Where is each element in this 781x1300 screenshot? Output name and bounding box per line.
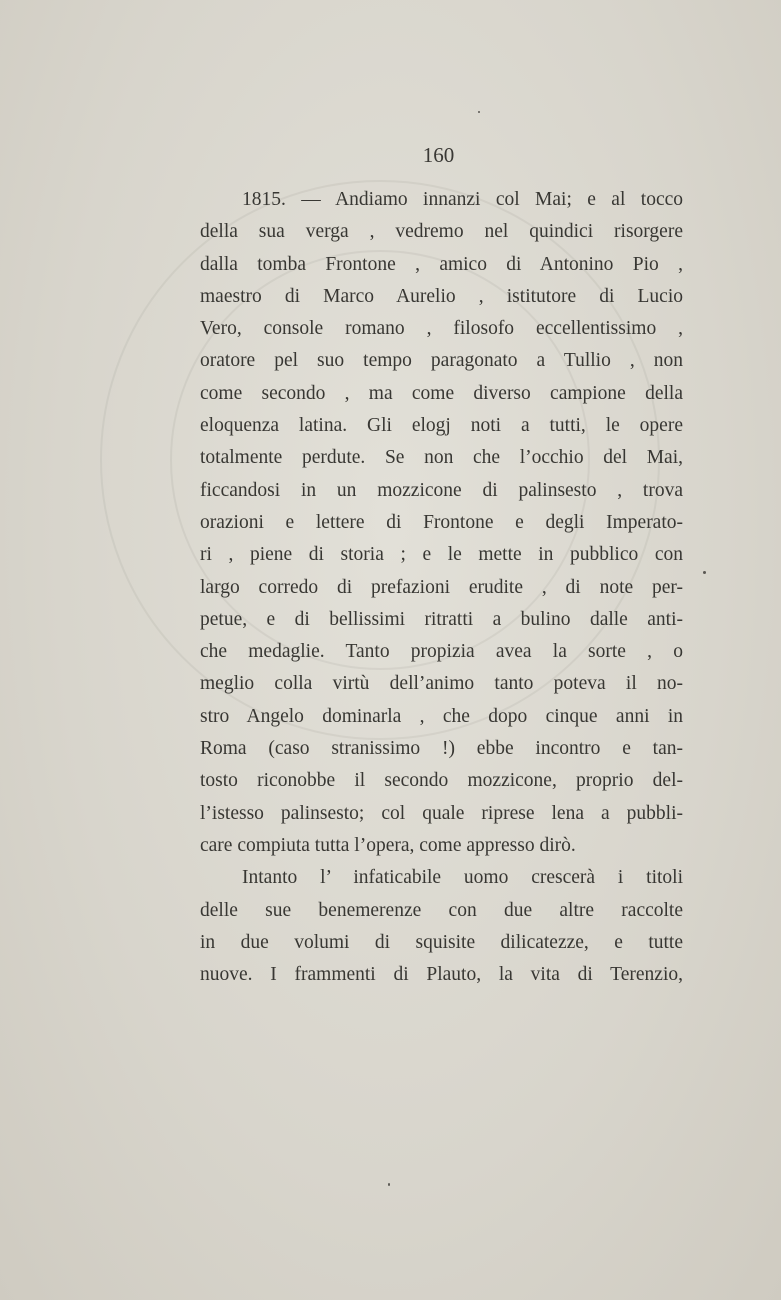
paragraph (200, 184, 683, 862)
text-line: ficcandosi in un mozzicone di palinsesto , trova (200, 479, 683, 501)
page-number: 160 (422, 143, 455, 167)
text-line: totalmente perdute. Se non che l’occhio del Mai, (200, 447, 683, 469)
text-line: l’istesso palinsesto; col quale riprese lena a pubbli- (200, 802, 683, 824)
text-line: orazioni e lettere di Frontone e degli Imperato- (200, 511, 683, 533)
text-line: nuove. I frammenti di Plauto, la vita di Terenzio, (200, 964, 683, 986)
text-line: maestro di Marco Aurelio , istitutore di Lucio (200, 285, 683, 307)
text-line: Vero, console romano , filosofo eccellentissimo , (200, 318, 683, 340)
text-line: come secondo , ma come diverso campione della (200, 382, 683, 404)
text-line: che medaglie. Tanto propizia avea la sorte , o (200, 641, 683, 663)
text-line: Intanto l’ infaticabile uomo crescerà i titoli (242, 867, 683, 889)
text-line: 1815. — Andiamo innanzi col Mai; e al tocco (242, 189, 683, 210)
body-text (200, 184, 683, 991)
text-line: meglio colla virtù dell’animo tanto poteva il no- (200, 673, 683, 695)
paper-speck (478, 111, 480, 113)
text-line: care compiuta tutta l’opera, come appresso dirò. (200, 834, 576, 856)
paper-speck (388, 1183, 390, 1186)
text-line: largo corredo di prefazioni erudite , di note per- (200, 576, 683, 598)
text-line: dalla tomba Frontone , amico di Antonino Pio , (200, 253, 683, 275)
text-line: petue, e di bellissimi ritratti a bulino dalle anti- (200, 608, 683, 630)
text-line: stro Angelo dominarla , che dopo cinque anni in (200, 705, 683, 727)
text-line: della sua verga , vedremo nel quindici risorgere (200, 221, 683, 243)
text-line: ri , piene di storia ; e le mette in pubblico con (200, 544, 683, 566)
paper-speck (703, 571, 706, 574)
paragraph (200, 862, 683, 991)
text-line: eloquenza latina. Gli elogj noti a tutti, le opere (200, 415, 683, 437)
text-line: Roma (caso stranissimo !) ebbe incontro e tan- (200, 738, 683, 760)
text-line: oratore pel suo tempo paragonato a Tullio , non (200, 350, 683, 372)
text-line: tosto riconobbe il secondo mozzicone, proprio del- (200, 770, 683, 792)
text-line: delle sue benemerenze con due altre raccolte (200, 899, 683, 921)
text-line: in due volumi di squisite dilicatezze, e tutte (200, 931, 683, 953)
